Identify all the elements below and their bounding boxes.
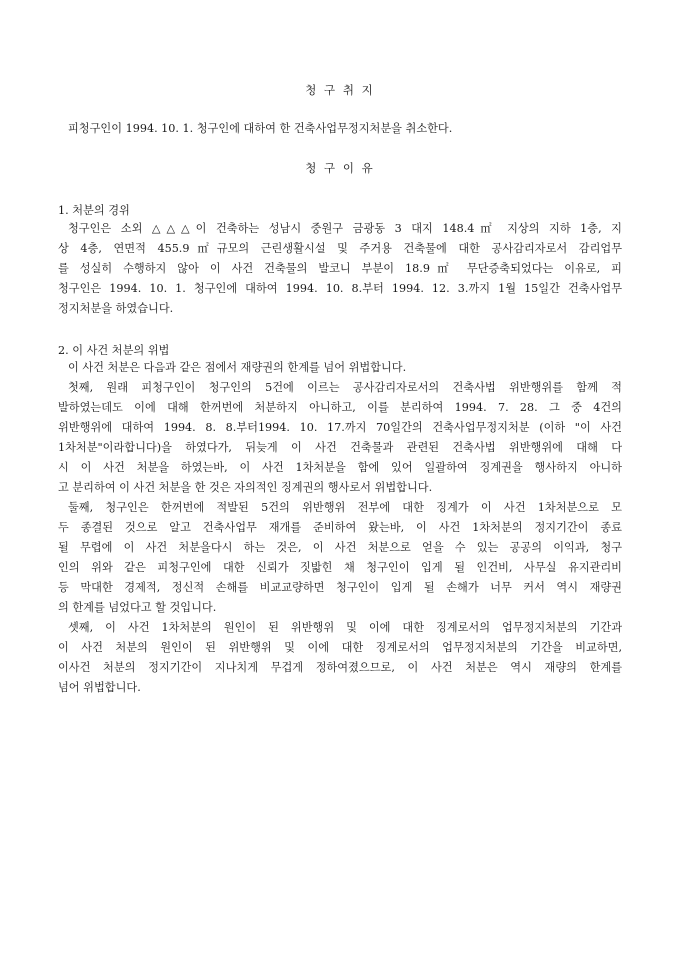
paragraph-line: 청구인은 1994. 10. 1. 청구인에 대하여 1994. 10. 8.부터 1994. 12. 3.까지 1월 15일간 건축사업무 [58, 282, 622, 295]
paragraph-line: 의 한계를 넘었다고 할 것입니다. [58, 601, 217, 614]
section-2-title: 2. 이 사건 처분의 위법 [58, 344, 170, 357]
claim-heading: 청 구 취 지 [305, 83, 375, 97]
paragraph-line: 넘어 위법합니다. [58, 681, 141, 694]
paragraph-line: 두 종결된 것으로 알고 건축사업무 재개를 준비하여 왔는바, 이 사건 1차처분의 정지기간이 종료 [58, 521, 622, 534]
paragraph-line: 위반행위에 대하여 1994. 8. 8.부터1994. 10. 17.까지 70일간의 건축사업무정지처분 (이하 "이 사건 [58, 421, 622, 434]
paragraph-line: 될 무렵에 이 사건 처분을다시 하는 것은, 이 사건 처분으로 얻을 수 있는 공공의 이익과, 청구 [58, 541, 622, 554]
paragraph-line: 고 분리하여 이 사건 처분을 한 것은 자의적인 징계권의 행사로서 위법합니다. [58, 481, 433, 494]
reason-heading: 청 구 이 유 [305, 161, 375, 175]
paragraph-line: 이사건 처분의 정지기간이 지나치게 무겁게 정하여졌으므로, 이 사건 처분은 역시 재량의 한계를 [58, 661, 622, 674]
paragraph-line: 발하였는데도 이에 대해 한꺼번에 처분하지 아니하고, 이를 분리하여 1994. 7. 28. 그 중 4건의 [58, 401, 622, 414]
paragraph-line: 상 4층, 연면적 455.9㎡규모의 근린생활시설 및 주거용 건축물에 대한 공사감리자로서 감리업무 [58, 242, 622, 255]
paragraph-line: 인의 위와 같은 피청구인에 대한 신뢰가 짓밟힌 채 청구인이 입게 될 인건비, 사무실 유지관리비 [58, 561, 622, 574]
paragraph-line: 시 이 사건 처분을 하였는바, 이 사건 1차처분을 함에 있어 일괄하여 징계권을 행사하지 아니하 [58, 461, 622, 474]
paragraph-line: 정지처분을 하였습니다. [58, 302, 174, 315]
paragraph-line: 셋째, 이 사건 1차처분의 원인이 된 위반행위 및 이에 대한 징계로서의 업무정지처분의 기간과 [68, 621, 622, 634]
claim-text: 피청구인이 1994. 10. 1. 청구인에 대하여 한 건축사업무정지처분을 취소한다. [68, 122, 453, 135]
paragraph-line: 1차처분"이라합니다)을 하였다가, 뒤늦게 이 사건 건축물과 관련된 건축사법 위반행위에 대해 다 [58, 441, 622, 454]
paragraph-line: 둘째, 청구인은 한꺼번에 적발된 5건의 위반행위 전부에 대한 징계가 이 사건 1차처분으로 모 [68, 501, 622, 514]
paragraph-line: 첫째, 원래 피청구인이 청구인의 5건에 이르는 공사감리자로서의 건축사법 위반행위를 함께 적 [68, 381, 622, 394]
paragraph-line: 를 성실히 수행하지 않아 이 사건 건축물의 발코니 부분이 18.9㎡ 무단증축되었다는 이유로, 피 [58, 262, 622, 275]
paragraph-line: 청구인은 소외 △△△이 건축하는 성남시 중원구 금광동 3 대지 148.4㎡ 지상의 지하 1층, 지 [68, 222, 622, 235]
section-1-title: 1. 처분의 경위 [58, 204, 130, 217]
paragraph-line: 이 사건 처분의 원인이 된 위반행위 및 이에 대한 징계로서의 업무정지처분의 기간을 비교하면, [58, 641, 622, 654]
paragraph-line: 등 막대한 경제적, 정신적 손해를 비교교량하면 청구인이 입게 될 손해가 너무 커서 역시 재량권 [58, 581, 622, 594]
paragraph-line: 이 사건 처분은 다음과 같은 점에서 재량권의 한계를 넘어 위법합니다. [68, 361, 407, 374]
